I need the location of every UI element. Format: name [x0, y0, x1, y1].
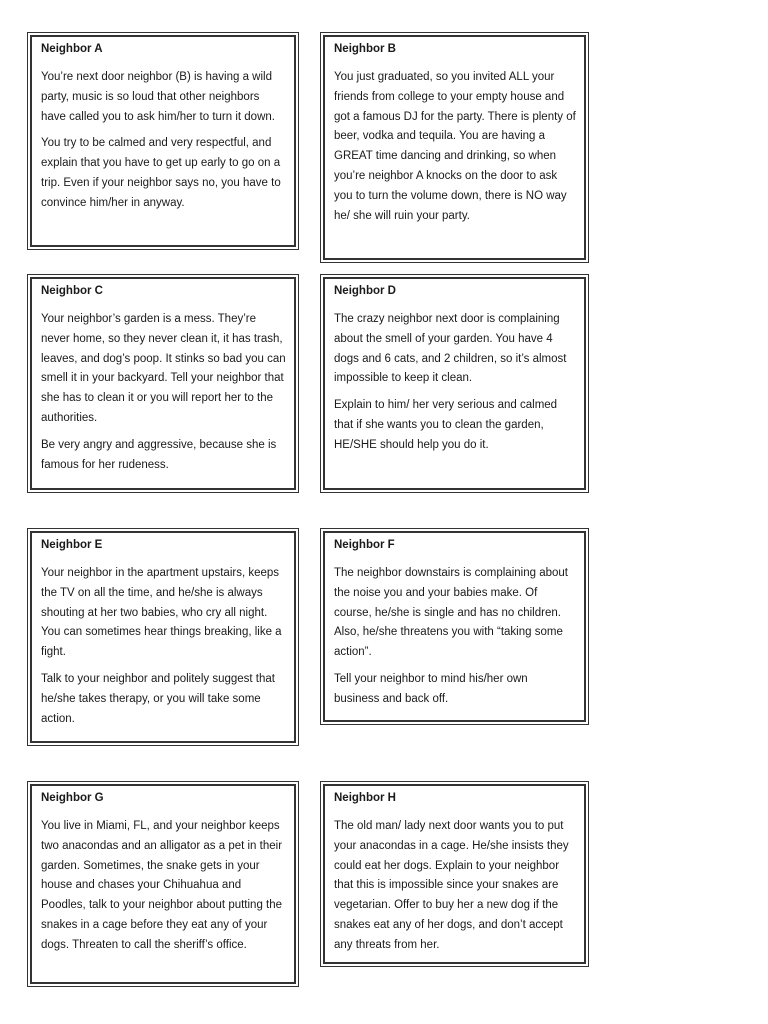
- card-paragraph: Your neighbor’s garden is a mess. They’re never home, so they never clean it, it has trash, leaves, and dog’s poop. It stinks so bad you can smell it in your backyard. Tell your neighbor that she has to clean it or you will report her to the authorities.: [41, 313, 286, 424]
- card-title: Neighbor A: [41, 43, 103, 55]
- card-paragraph: You’re next door neighbor (B) is having a wild party, music is so loud that other neighbors have called you to ask him/her to turn it down.: [41, 71, 275, 123]
- role-card-inner-border: [30, 784, 296, 984]
- role-card-neighbor-b: [320, 32, 589, 263]
- card-title: Neighbor B: [334, 43, 396, 55]
- role-card-inner-border: [30, 35, 296, 247]
- card-paragraph: You just graduated, so you invited ALL your friends from college to your empty house and got a famous DJ for the party. There is plenty of beer, vodka and tequila. You are having a GREAT time dancing and drinking, so when you’re neighbor A knocks on the door to ask you to turn the volume down, there is NO way he/ she will ruin your party.: [334, 71, 576, 222]
- card-paragraph: The crazy neighbor next door is complaining about the smell of your garden. You have 4 dogs and 6 cats, and 2 children, so it’s almost impossible to keep it clean.: [334, 313, 567, 385]
- role-card-neighbor-g: [27, 781, 299, 987]
- card-paragraph: Tell your neighbor to mind his/her own business and back off.: [334, 672, 528, 705]
- card-title: Neighbor G: [41, 792, 104, 804]
- role-card-neighbor-e: [27, 528, 299, 746]
- card-paragraph: You live in Miami, FL, and your neighbor keeps two anacondas and an alligator as a pet in their garden. Sometimes, the snake gets in your house and chases your Chihuahua and Poodles, talk to your neighbor about putting the snakes in a cage before they eat any of your dogs. Threaten to call the sheriff’s office.: [41, 820, 283, 951]
- card-paragraph: The old man/ lady next door wants you to put your anacondas in a cage. He/she insists they could eat her dogs. Explain to your neighbor that this is impossible since your snakes are vegetarian. Offer to buy her a new dog if the snakes eat any of her dogs, and don’t accept any threats from her.: [334, 820, 569, 951]
- role-card-inner-border: [323, 35, 586, 260]
- card-paragraph: Your neighbor in the apartment upstairs, keeps the TV on all the time, and he/she is always shouting at her two babies, who cry all night. You can sometimes hear things breaking, like a fight.: [41, 567, 282, 659]
- role-card-neighbor-a: [27, 32, 299, 250]
- role-card-inner-border: [323, 784, 586, 964]
- role-card-inner-border: [30, 531, 296, 743]
- role-card-inner-border: [323, 531, 586, 722]
- card-paragraph: Talk to your neighbor and politely suggest that he/she takes therapy, or you will take some action.: [41, 672, 275, 725]
- card-paragraph: Be very angry and aggressive, because she is famous for her rudeness.: [41, 438, 277, 471]
- role-card-neighbor-d: [320, 274, 589, 493]
- card-paragraph: Explain to him/ her very serious and calmed that if she wants you to clean the garden, HE/SHE should help you do it.: [334, 399, 558, 451]
- card-title: Neighbor C: [41, 285, 103, 297]
- card-title: Neighbor F: [334, 539, 395, 551]
- role-card-inner-border: [323, 277, 586, 490]
- card-title: Neighbor H: [334, 792, 396, 804]
- card-title: Neighbor D: [334, 285, 396, 297]
- role-card-neighbor-h: [320, 781, 589, 967]
- role-card-neighbor-f: [320, 528, 589, 725]
- card-paragraph: The neighbor downstairs is complaining about the noise you and your babies make. Of course, he/she is single and has no children. Also, he/she threatens you with “taking some action”.: [334, 567, 568, 659]
- card-paragraph: You try to be calmed and very respectful, and explain that you have to get up early to go on a trip. Even if your neighbor says no, you have to convince him/her in anyway.: [41, 137, 281, 209]
- role-card-inner-border: [30, 277, 296, 490]
- card-title: Neighbor E: [41, 539, 103, 551]
- role-card-neighbor-c: [27, 274, 299, 493]
